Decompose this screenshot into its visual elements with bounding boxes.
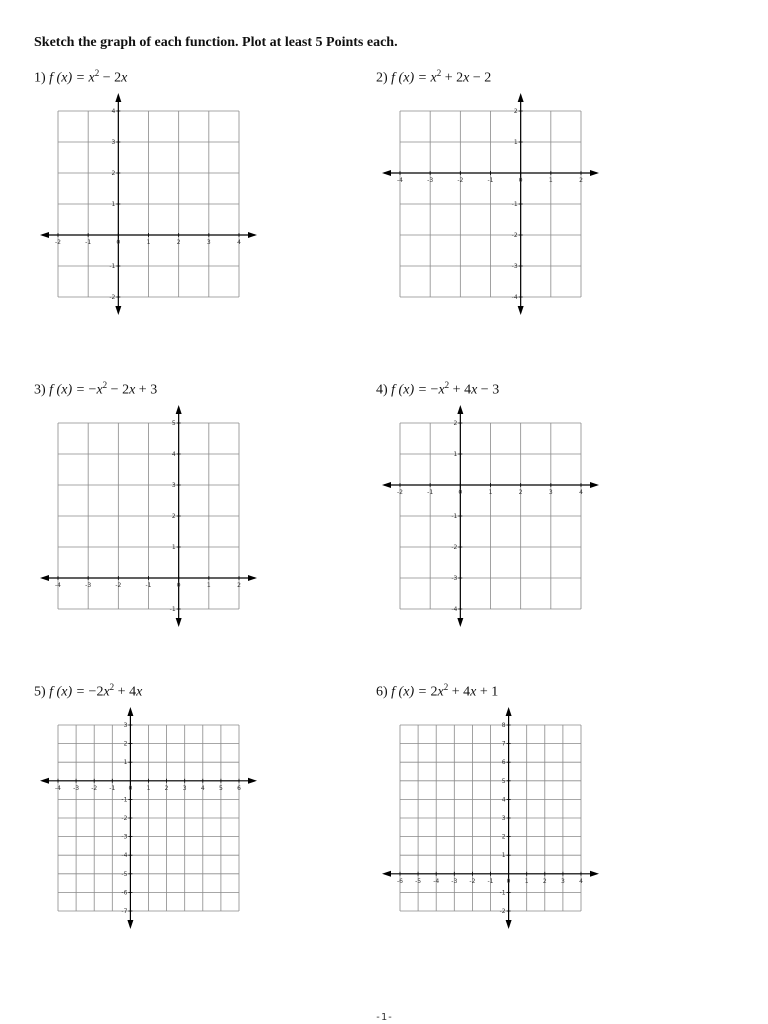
- y-tick-label: -5: [121, 870, 128, 878]
- y-tick-label: 4: [111, 108, 116, 115]
- y-tick-label: 3: [111, 139, 116, 146]
- x-tick-label: 2: [518, 489, 523, 496]
- coordinate-grid[interactable]: [376, 380, 616, 640]
- equation-term: −2: [88, 684, 104, 700]
- y-tick-label: 1: [111, 201, 116, 208]
- x-tick-label: 2: [164, 784, 169, 792]
- x-tick-label: 3: [206, 239, 211, 246]
- y-axis-arrow-up: [115, 93, 121, 102]
- y-tick-label: 2: [123, 740, 128, 748]
- x-tick-label: -1: [109, 784, 116, 792]
- x-tick-label: -1: [85, 239, 92, 246]
- problem-number: 1): [34, 70, 50, 86]
- x-tick-label: -1: [427, 489, 434, 496]
- problem-number: 3): [34, 382, 50, 398]
- equation-term: 2: [109, 682, 115, 692]
- equation-term: x: [96, 382, 103, 398]
- equation-term: x: [136, 684, 143, 700]
- coordinate-grid[interactable]: [376, 68, 616, 328]
- x-tick-label: -5: [415, 877, 422, 885]
- y-tick-label: -1: [511, 201, 518, 208]
- x-tick-label: 2: [176, 239, 181, 246]
- y-axis-arrow-down: [506, 920, 512, 929]
- function-name: f (x) =: [49, 70, 89, 86]
- y-axis-arrow-up: [506, 707, 512, 716]
- y-tick-label: 3: [501, 815, 506, 822]
- x-axis-arrow-left: [382, 482, 391, 488]
- y-axis-arrow-up: [176, 405, 182, 414]
- equation-term: − 3: [477, 382, 500, 398]
- page-number: -1-: [374, 1012, 394, 1023]
- function-name: f (x) =: [49, 684, 89, 700]
- y-tick-label: -2: [109, 294, 116, 301]
- y-tick-label: 2: [111, 170, 116, 177]
- equation-term: x: [437, 684, 444, 700]
- x-tick-label: -1: [487, 877, 494, 885]
- x-axis-arrow-right: [590, 482, 599, 488]
- y-tick-label: -3: [121, 833, 128, 841]
- problem-number: 5): [34, 684, 50, 700]
- equation-term: − 2: [107, 382, 130, 398]
- equation-term: x: [471, 382, 478, 398]
- x-tick-label: -4: [397, 177, 403, 184]
- equation-term: + 4: [448, 684, 471, 700]
- x-tick-label: 4: [237, 239, 241, 246]
- x-axis-arrow-left: [382, 170, 391, 176]
- x-tick-label: 2: [579, 177, 583, 184]
- x-tick-label: -1: [145, 582, 152, 589]
- problem-2: [376, 68, 706, 338]
- y-tick-label: 1: [513, 139, 518, 146]
- equation-term: x: [129, 382, 136, 398]
- equation-term: + 1: [476, 684, 499, 700]
- y-tick-label: 5: [501, 777, 506, 785]
- y-tick-label: -2: [499, 908, 506, 915]
- x-tick-label: -6: [397, 877, 403, 885]
- function-name: f (x) =: [391, 684, 431, 700]
- equation-term: 2: [430, 684, 438, 700]
- equation-term: x: [470, 684, 477, 700]
- problem-5: [34, 682, 364, 952]
- y-tick-label: -6: [121, 889, 128, 897]
- equation-term: 2: [102, 380, 108, 390]
- equation-term: + 2: [441, 70, 464, 86]
- x-tick-label: 0: [116, 239, 121, 246]
- x-tick-label: -3: [85, 582, 92, 589]
- x-tick-label: 4: [200, 784, 205, 792]
- y-tick-label: 7: [501, 740, 506, 748]
- coordinate-grid[interactable]: [34, 68, 274, 328]
- y-axis-arrow-down: [115, 306, 121, 315]
- y-tick-label: -4: [121, 852, 128, 860]
- x-axis-arrow-right: [590, 170, 599, 176]
- x-tick-label: -2: [457, 177, 464, 184]
- x-tick-label: 5: [218, 784, 223, 792]
- equation-term: + 3: [135, 382, 158, 398]
- function-name: f (x) =: [391, 70, 431, 86]
- y-tick-label: 2: [501, 833, 506, 841]
- x-tick-label: 1: [206, 582, 211, 589]
- y-tick-label: 1: [123, 759, 128, 767]
- x-tick-label: -2: [55, 239, 61, 246]
- equation-term: 2: [443, 682, 449, 692]
- x-tick-label: 0: [176, 582, 181, 589]
- equation-term: 2: [94, 68, 100, 78]
- x-tick-label: -2: [115, 582, 122, 589]
- x-axis-arrow-left: [40, 232, 49, 238]
- y-tick-label: -1: [169, 606, 176, 613]
- y-tick-label: -3: [511, 263, 518, 270]
- function-name: f (x) =: [391, 382, 431, 398]
- y-axis-arrow-up: [457, 405, 463, 414]
- x-axis-arrow-left: [40, 575, 49, 581]
- equation-term: x: [438, 382, 445, 398]
- x-axis-arrow-left: [382, 871, 391, 877]
- equation-term: x: [430, 70, 437, 86]
- y-axis-arrow-down: [176, 618, 182, 627]
- equation-term: 2: [436, 68, 442, 78]
- y-tick-label: 5: [171, 420, 176, 427]
- y-tick-label: 4: [501, 796, 506, 804]
- y-tick-label: -2: [121, 815, 128, 822]
- x-tick-label: -2: [397, 489, 403, 496]
- x-axis-arrow-right: [248, 575, 257, 581]
- x-tick-label: -3: [427, 177, 434, 184]
- y-tick-label: 2: [171, 513, 176, 520]
- y-tick-label: -4: [451, 606, 458, 613]
- coordinate-grid[interactable]: [376, 682, 616, 942]
- x-tick-label: 0: [458, 489, 463, 496]
- y-axis-arrow-up: [127, 707, 133, 716]
- equation-term: + 4: [449, 382, 472, 398]
- y-tick-label: 1: [171, 544, 176, 551]
- coordinate-grid[interactable]: [34, 380, 274, 640]
- x-tick-label: 1: [488, 489, 493, 496]
- problem-4: [376, 380, 706, 650]
- x-axis-arrow-right: [590, 871, 599, 877]
- x-tick-label: 2: [542, 877, 547, 885]
- x-tick-label: 0: [518, 177, 523, 184]
- x-tick-label: -3: [451, 877, 458, 885]
- y-tick-label: 6: [501, 759, 506, 767]
- x-axis-arrow-left: [40, 778, 49, 784]
- x-tick-label: -2: [91, 784, 98, 792]
- y-tick-label: -1: [499, 889, 506, 897]
- y-tick-label: -1: [121, 796, 128, 804]
- x-tick-label: 0: [506, 877, 511, 885]
- y-axis-arrow-down: [518, 306, 524, 315]
- equation-term: x: [121, 70, 128, 86]
- x-tick-label: 6: [237, 784, 241, 792]
- instructions: Sketch the graph of each function. Plot at least 5 Points each.: [34, 35, 398, 50]
- coordinate-grid[interactable]: [34, 682, 274, 942]
- y-axis-arrow-down: [127, 920, 133, 929]
- x-tick-label: 4: [579, 877, 583, 885]
- equation-term: −: [88, 382, 97, 398]
- equation-term: −: [430, 382, 439, 398]
- y-tick-label: 3: [123, 722, 128, 729]
- problem-number: 2): [376, 70, 392, 86]
- y-tick-label: 3: [171, 482, 176, 489]
- equation-term: − 2: [469, 70, 492, 86]
- equation-term: x: [463, 70, 470, 86]
- x-tick-label: -2: [469, 877, 476, 885]
- x-axis-arrow-right: [248, 232, 257, 238]
- equation-term: + 4: [114, 684, 137, 700]
- y-tick-label: -3: [451, 575, 458, 582]
- y-tick-label: 1: [453, 451, 458, 458]
- y-tick-label: 4: [171, 451, 176, 458]
- problem-number: 6): [376, 684, 392, 700]
- x-tick-label: 1: [548, 177, 553, 184]
- y-tick-label: -7: [121, 908, 128, 915]
- x-axis-arrow-right: [248, 778, 257, 784]
- x-tick-label: 0: [128, 784, 133, 792]
- problem-number: 4): [376, 382, 392, 398]
- x-tick-label: 1: [524, 877, 529, 885]
- x-tick-label: -4: [55, 784, 61, 792]
- x-tick-label: -1: [487, 177, 494, 184]
- y-tick-label: -4: [511, 294, 518, 301]
- y-axis-arrow-up: [518, 93, 524, 102]
- x-tick-label: -4: [55, 582, 61, 589]
- x-tick-label: 4: [579, 489, 583, 496]
- equation-term: 2: [444, 380, 450, 390]
- equation-term: x: [103, 684, 110, 700]
- y-tick-label: -1: [451, 513, 458, 520]
- problem-6: [376, 682, 706, 952]
- equation-term: − 2: [99, 70, 122, 86]
- problem-1: [34, 68, 364, 338]
- x-tick-label: -3: [73, 784, 80, 792]
- x-tick-label: 3: [560, 877, 565, 885]
- x-tick-label: 3: [182, 784, 187, 792]
- y-axis-arrow-down: [457, 618, 463, 627]
- problem-3: [34, 380, 364, 650]
- x-tick-label: 1: [146, 239, 151, 246]
- function-name: f (x) =: [49, 382, 89, 398]
- y-tick-label: -1: [109, 263, 116, 270]
- x-tick-label: -4: [433, 877, 440, 885]
- y-tick-label: -2: [451, 544, 458, 551]
- y-tick-label: 1: [501, 852, 506, 860]
- y-tick-label: -2: [511, 232, 518, 239]
- y-tick-label: 2: [513, 108, 518, 115]
- x-tick-label: 1: [146, 784, 151, 792]
- x-tick-label: 2: [237, 582, 241, 589]
- y-tick-label: 8: [501, 722, 506, 729]
- equation-term: x: [88, 70, 95, 86]
- y-tick-label: 2: [453, 420, 458, 427]
- x-tick-label: 3: [548, 489, 553, 496]
